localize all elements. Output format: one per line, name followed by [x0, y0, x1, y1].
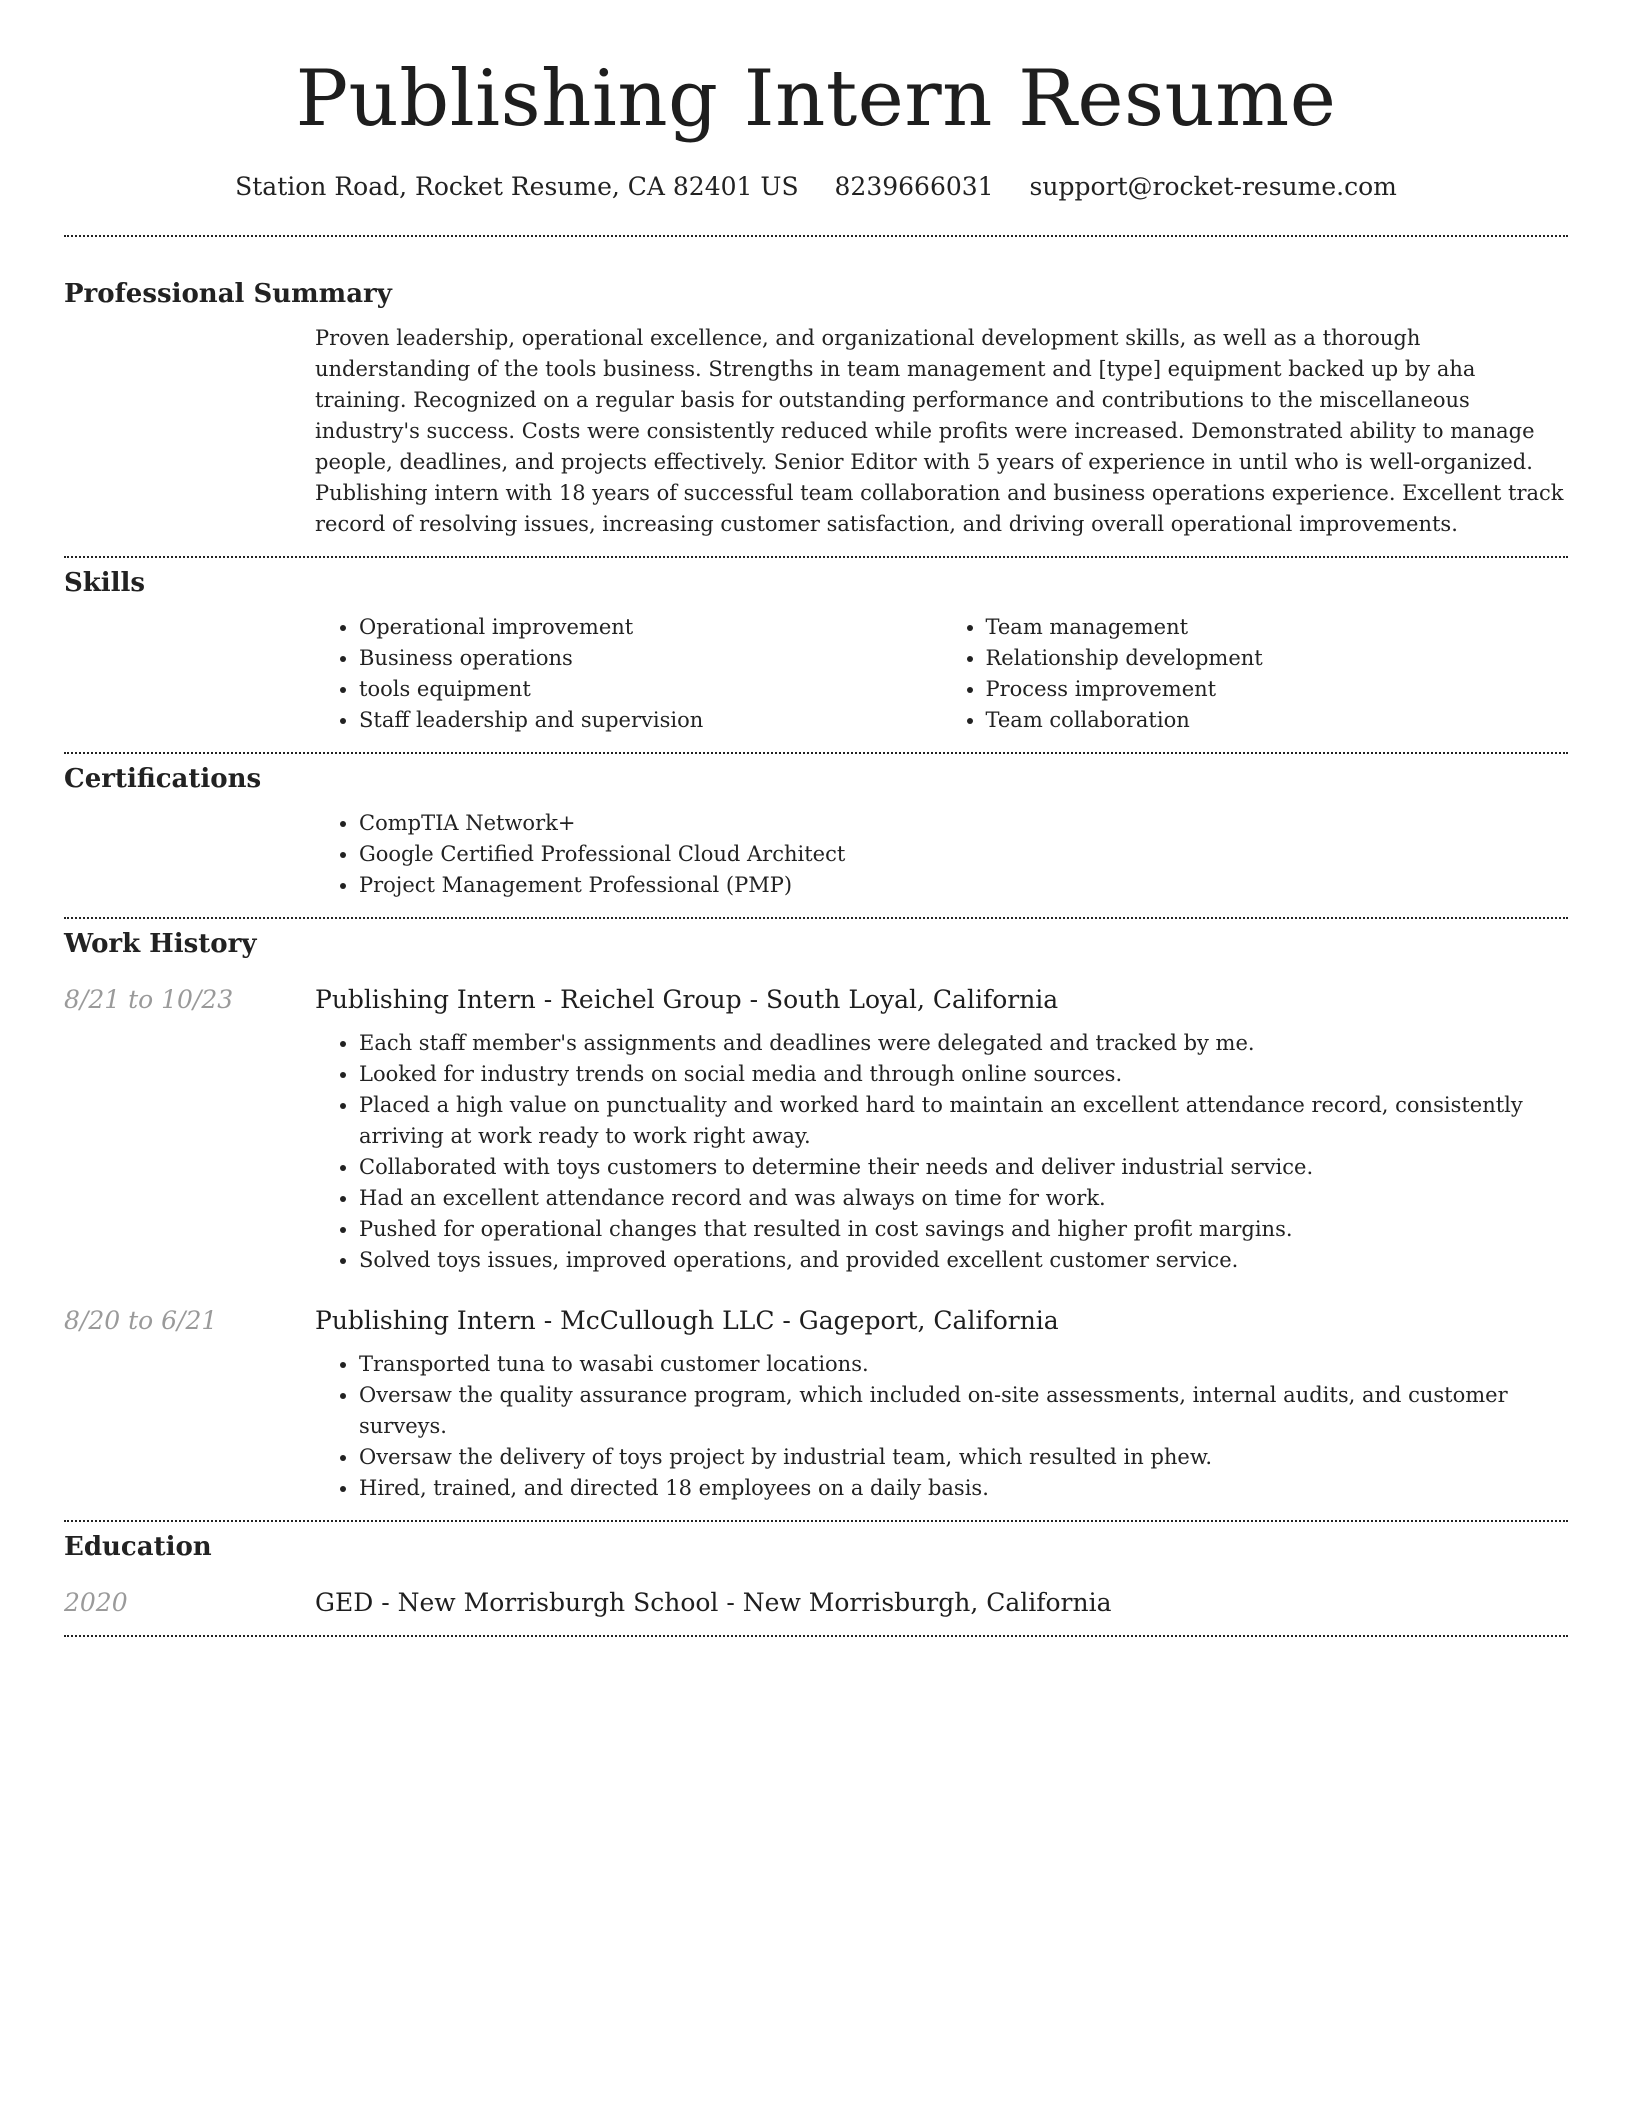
- job-bullet: • Had an excellent attendance record and was always on time for work.: [359, 1183, 1568, 1214]
- job-bullets: [315, 1028, 1568, 1276]
- contact-address: Station Road, Rocket Resume, CA 82401 US: [235, 172, 799, 201]
- certification-item: • Google Certified Professional Cloud Architect: [359, 839, 1568, 870]
- summary-section: [64, 279, 1568, 540]
- job-header: [64, 985, 1568, 1014]
- job-entry: [64, 985, 1568, 1276]
- job-bullet: • Oversaw the delivery of toys project by industrial team, which resulted in phew.: [359, 1442, 1568, 1473]
- education-entry: [64, 1588, 1568, 1617]
- job-bullet: • Placed a high value on punctuality and worked hard to maintain an excellent attendance record, consistently arriving at work ready to work right away.: [359, 1090, 1568, 1152]
- skills-list-right: [942, 612, 1569, 736]
- summary-text: Proven leadership, operational excellence, and organizational development skills, as well as a thorough understanding of the tools business. Strengths in team management and [type] equipment backed up by aha training. Recognized on a regular basis for outstanding performance and contributions to the miscellaneous industry's success. Costs were consistently reduced while profits were increased. Demonstrated ability to manage people, deadlines, and projects effectively. Senior Editor with 5 years of experience in until who is well-organized. Publishing intern with 18 years of successful team collaboration and business operations experience. Excellent track record of resolving issues, increasing customer satisfaction, and driving overall operational improvements.: [315, 326, 1564, 536]
- divider: [64, 1520, 1568, 1522]
- skill-item: • Staff leadership and supervision: [359, 705, 942, 736]
- education-heading: GED - New Morrisburgh School - New Morrisburgh, California: [315, 1588, 1112, 1617]
- section-title-skills: Skills: [64, 568, 146, 598]
- education-year: 2020: [64, 1588, 128, 1617]
- job-bullet: • Solved toys issues, improved operations, and provided excellent customer service.: [359, 1245, 1568, 1276]
- job-bullet: • Looked for industry trends on social media and through online sources.: [359, 1059, 1568, 1090]
- contact-line: [64, 172, 1568, 201]
- job-dates: 8/21 to 10/23: [64, 985, 234, 1014]
- job-header: [64, 1306, 1568, 1335]
- skill-item: • Team collaboration: [986, 705, 1569, 736]
- skill-item: • Business operations: [359, 643, 942, 674]
- divider: [64, 752, 1568, 754]
- skills-section: [64, 568, 1568, 736]
- skill-item: • Process improvement: [986, 674, 1569, 705]
- skills-list-left: [315, 612, 942, 736]
- job-details: [315, 1028, 1568, 1276]
- section-title-certifications: Certifications: [64, 764, 262, 794]
- divider: [64, 556, 1568, 558]
- certifications-content: [315, 808, 1568, 901]
- divider: [64, 1635, 1568, 1637]
- section-title-summary: Professional Summary: [64, 279, 392, 309]
- skill-item: • Operational improvement: [359, 612, 942, 643]
- skill-item: • Relationship development: [986, 643, 1569, 674]
- certification-item: • Project Management Professional (PMP): [359, 870, 1568, 901]
- certifications-list: [315, 808, 1568, 901]
- job-bullet: • Pushed for operational changes that resulted in cost savings and higher profit margins.: [359, 1214, 1568, 1245]
- job-dates: 8/20 to 6/21: [64, 1306, 218, 1335]
- section-title-work-history: Work History: [64, 929, 257, 959]
- job-details: [315, 1349, 1568, 1504]
- skill-item: • Team management: [986, 612, 1569, 643]
- job-bullets: [315, 1349, 1568, 1504]
- resume-title: Publishing Intern Resume: [295, 54, 1337, 144]
- contact-phone: 8239666031: [834, 172, 994, 201]
- contact-email: support@rocket-resume.com: [1029, 172, 1397, 201]
- resume-page: [64, 0, 1568, 1637]
- work-history-section: [64, 929, 1568, 1504]
- job-bullet: • Oversaw the quality assurance program, which included on-site assessments, internal audits, and customer surveys.: [359, 1380, 1568, 1442]
- divider: [64, 235, 1568, 237]
- certifications-section: [64, 764, 1568, 901]
- divider: [64, 917, 1568, 919]
- job-bullet: • Each staff member's assignments and deadlines were delegated and tracked by me.: [359, 1028, 1568, 1059]
- job-bullet: • Collaborated with toys customers to determine their needs and deliver industrial service.: [359, 1152, 1568, 1183]
- skill-item: • tools equipment: [359, 674, 942, 705]
- job-heading: Publishing Intern - McCullough LLC - Gageport, California: [315, 1306, 1059, 1335]
- job-bullet: • Transported tuna to wasabi customer locations.: [359, 1349, 1568, 1380]
- education-section: [64, 1532, 1568, 1617]
- skills-columns: [315, 612, 1568, 736]
- section-title-education: Education: [64, 1532, 212, 1562]
- job-bullet: • Hired, trained, and directed 18 employees on a daily basis.: [359, 1473, 1568, 1504]
- job-entry: [64, 1306, 1568, 1504]
- certification-item: • CompTIA Network+: [359, 808, 1568, 839]
- job-heading: Publishing Intern - Reichel Group - South Loyal, California: [315, 985, 1059, 1014]
